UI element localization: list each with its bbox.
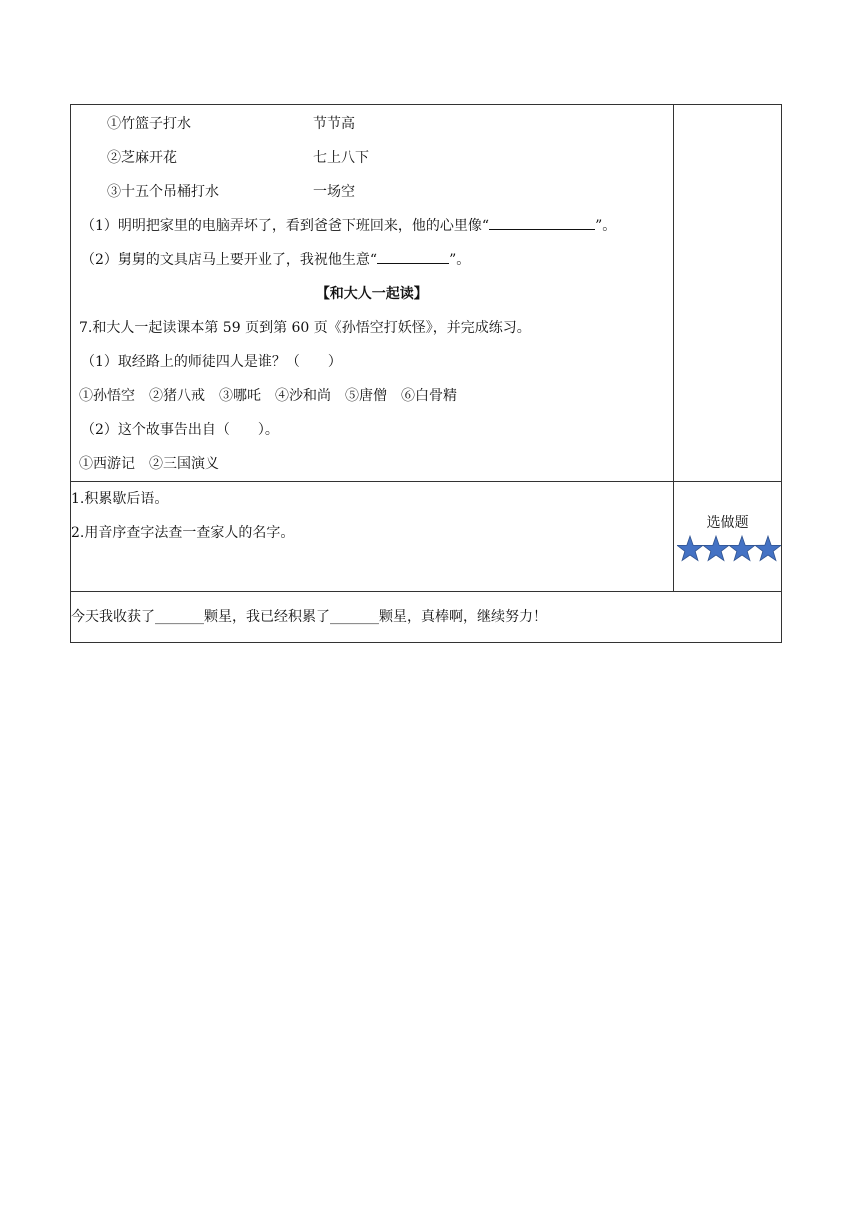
optional-cell [673, 482, 781, 592]
option: ②三国演义 [149, 456, 219, 472]
reading-question-1: （1）取经路上的师徒四人是谁？（ ） [81, 354, 342, 370]
answer-blank[interactable] [377, 245, 449, 264]
summary-line: 今天我收获了_______颗星，我已经积累了_______颗星，真棒啊，继续努力！ [71, 592, 782, 643]
idiom-left: ②芝麻开花 [107, 150, 177, 166]
homework-cell [71, 482, 674, 592]
star-icon [703, 536, 729, 560]
side-cell-empty [673, 105, 781, 482]
idiom-right: 一场空 [313, 184, 355, 200]
option: ②猪八戒 [149, 388, 205, 404]
answer-blank[interactable] [489, 211, 595, 230]
idiom-left: ①竹篮子打水 [107, 116, 191, 132]
question-2-options [71, 447, 673, 481]
star-icon [729, 536, 755, 560]
idiom-row-1 [71, 107, 673, 141]
question-1-options [71, 379, 673, 413]
option: ③哪吒 [219, 388, 261, 404]
fill-question-2: （2）舅舅的文具店马上要开业了，我祝他生意“ ”。 [71, 243, 673, 277]
idiom-right: 七上八下 [313, 150, 369, 166]
exercise-cell [71, 105, 674, 482]
option: ⑥白骨精 [401, 388, 457, 404]
idiom-row-3 [71, 175, 673, 209]
star-icon [755, 536, 781, 560]
idiom-left: ③十五个吊桶打水 [107, 184, 219, 200]
option: ①西游记 [79, 456, 135, 472]
star-rating [677, 535, 781, 563]
star-icon [677, 536, 703, 560]
worksheet-table [70, 104, 782, 643]
option: ①孙悟空 [79, 388, 135, 404]
reading-question-2: （2）这个故事告出自（ ）。 [81, 422, 279, 438]
idiom-row-2 [71, 141, 673, 175]
fill-question-1: （1）明明把家里的电脑弄坏了，看到爸爸下班回来，他的心里像“ ”。 [71, 209, 673, 243]
idiom-right: 节节高 [313, 116, 355, 132]
section-heading: 【和大人一起读】 [315, 286, 428, 302]
homework-item: 2.用音序查字法查一查家人的名字。 [71, 525, 295, 541]
homework-item: 1.积累歇后语。 [71, 491, 169, 507]
optional-label: 选做题 [706, 515, 749, 531]
option: ④沙和尚 [275, 388, 331, 404]
option: ⑤唐僧 [345, 388, 387, 404]
reading-intro: 7.和大人一起读课本第 59 页到第 60 页《孙悟空打妖怪》，并完成练习。 [79, 320, 531, 336]
